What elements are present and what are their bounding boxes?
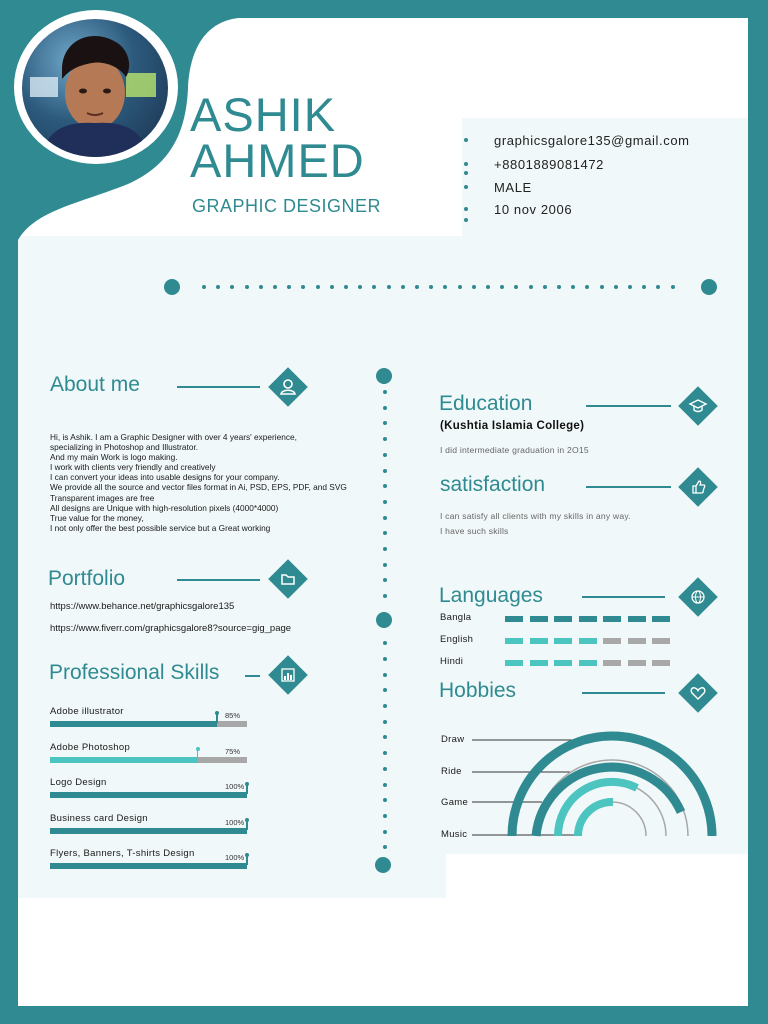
language-level-segment — [554, 616, 572, 622]
language-level-segment — [652, 660, 670, 666]
phone-text: +8801889081472 — [494, 157, 604, 172]
language-level-segment — [603, 660, 621, 666]
divider-dot — [259, 285, 263, 289]
language-level-segment — [652, 638, 670, 644]
divider-dot — [383, 406, 387, 410]
divider-dot — [486, 285, 490, 289]
divider-dot — [557, 285, 561, 289]
hobby-arc-music — [578, 802, 613, 836]
language-label: Hindi — [440, 656, 464, 667]
bullet-icon — [464, 162, 468, 166]
divider-dot — [383, 578, 387, 582]
language-level-segment — [628, 616, 646, 622]
divider-dot — [383, 453, 387, 457]
skill-label: Flyers, Banners, T-shirts Design — [50, 848, 195, 859]
language-level-segment — [505, 638, 523, 644]
education-heading: Education — [439, 392, 533, 415]
hobby-label-music: Music — [441, 829, 468, 840]
divider-dot — [600, 285, 604, 289]
divider-dot — [372, 285, 376, 289]
divider-dot — [383, 437, 387, 441]
divider-dot — [614, 285, 618, 289]
divider-dot — [383, 547, 387, 551]
job-title: GRAPHIC DESIGNER — [192, 196, 382, 216]
skill-marker-head — [245, 782, 249, 786]
divider-dot-middle — [376, 612, 392, 628]
divider-dot — [671, 285, 675, 289]
thumbs-up-icon — [684, 473, 712, 501]
divider-dot — [383, 798, 387, 802]
divider-dot — [273, 285, 277, 289]
bullet-icon — [464, 171, 468, 175]
language-label: English — [440, 634, 474, 645]
language-level-segment — [505, 660, 523, 666]
heading-rule — [177, 579, 260, 581]
divider-dot — [415, 285, 419, 289]
divider-dot — [344, 285, 348, 289]
heading-rule — [586, 486, 671, 488]
skills-heading: Professional Skills — [49, 661, 220, 684]
skill-row — [50, 813, 250, 843]
heading-rule — [245, 675, 260, 677]
frame-right — [748, 0, 768, 1024]
heart-icon — [684, 679, 712, 707]
skill-marker-head — [196, 747, 200, 751]
bar-chart-icon — [274, 661, 302, 689]
satisfaction-line-2: I have such skills — [440, 526, 509, 536]
language-level-segment — [579, 638, 597, 644]
divider-dot — [443, 285, 447, 289]
skills-list — [50, 706, 250, 876]
divider-dot — [383, 657, 387, 661]
globe-icon — [684, 583, 712, 611]
skill-track — [50, 863, 247, 869]
portfolio-heading: Portfolio — [48, 567, 126, 590]
bullet-icon — [464, 138, 468, 142]
divider-dot — [500, 285, 504, 289]
skill-marker-head — [245, 853, 249, 857]
folder-icon — [274, 565, 302, 593]
language-level-segment — [628, 638, 646, 644]
divider-dot — [543, 285, 547, 289]
language-level-segment — [505, 616, 523, 622]
skill-label: Business card Design — [50, 812, 148, 824]
language-level-segment — [530, 660, 548, 666]
divider-dot — [301, 285, 305, 289]
divider-dot — [383, 484, 387, 488]
divider-dot — [387, 285, 391, 289]
bullet-icon — [464, 218, 468, 222]
skill-label: Logo Design — [50, 777, 107, 788]
divider-dot — [383, 673, 387, 677]
language-label: Bangla — [440, 612, 472, 623]
divider-dot — [383, 516, 387, 520]
frame-left — [0, 0, 18, 1024]
language-level-segment — [530, 638, 548, 644]
vertical-divider — [375, 368, 393, 874]
education-detail: I did intermediate graduation in 2O15 — [440, 445, 589, 455]
skill-marker-head — [215, 711, 219, 715]
divider-dot — [383, 783, 387, 787]
skill-track — [50, 757, 247, 763]
skill-percent: 100% — [225, 853, 245, 862]
divider-dot — [529, 285, 533, 289]
divider-dot — [401, 285, 405, 289]
skill-track — [50, 792, 247, 798]
language-level-segment — [579, 616, 597, 622]
divider-dot — [585, 285, 589, 289]
divider-dot — [383, 390, 387, 394]
skill-row — [50, 848, 250, 878]
skill-row — [50, 706, 250, 736]
divider-dot — [383, 594, 387, 598]
divider-dot — [383, 845, 387, 849]
skill-fill — [50, 792, 247, 798]
gender-text: MALE — [494, 180, 532, 195]
divider-dot — [458, 285, 462, 289]
divider-dot — [330, 285, 334, 289]
divider-dot — [472, 285, 476, 289]
language-level-segment — [603, 616, 621, 622]
email-text: graphicsgalore135@gmail.com — [494, 133, 690, 148]
hobby-arc-game-track — [558, 782, 666, 836]
about-heading: About me — [50, 373, 140, 396]
divider-dot — [383, 751, 387, 755]
divider-dot — [216, 285, 220, 289]
divider-dot — [429, 285, 433, 289]
divider-dot — [383, 704, 387, 708]
language-level-segment — [628, 660, 646, 666]
divider-dot-bottom — [375, 857, 391, 873]
candidate-name: ASHIK AHMED — [190, 88, 365, 187]
language-level-segment — [603, 638, 621, 644]
hobbies-arc-chart — [470, 728, 726, 846]
skill-row — [50, 742, 250, 772]
horizontal-divider — [164, 278, 720, 296]
satisfaction-line-1: I can satisfy all clients with my skills in any way. — [440, 511, 631, 521]
divider-dot — [230, 285, 234, 289]
divider-dot — [383, 814, 387, 818]
heading-rule — [582, 692, 665, 694]
graduation-cap-icon — [684, 392, 712, 420]
skill-label: Adobe illustrator — [50, 706, 124, 717]
skill-percent: 75% — [225, 746, 241, 756]
divider-dot — [383, 469, 387, 473]
hobby-label-ride: Ride — [441, 766, 462, 777]
divider-dot — [383, 531, 387, 535]
language-level-segment — [554, 638, 572, 644]
divider-dot — [287, 285, 291, 289]
hobby-label-game: Game — [441, 797, 469, 808]
heading-rule — [586, 405, 671, 407]
behance-link[interactable]: https://www.behance.net/graphicsgalore135 — [50, 601, 235, 612]
education-school: (Kushtia Islamia College) — [440, 420, 585, 432]
languages-heading: Languages — [439, 584, 543, 607]
heading-rule — [177, 386, 260, 388]
divider-dot — [628, 285, 632, 289]
user-icon — [274, 373, 302, 401]
about-text: Hi, is Ashik. I am a Graphic Designer with over 4 years' experience, specializing in Photoshop and Illustrator. And my main Work is logo making. I work with clients very friendly and creatively I can convert your ideas into usable designs for your company. We provide all the source and vector files format in Ai, PSD, EPS, PDF, and SVG Transparent images are free All designs are Unique with high-resolution pixels (4000*4000) True value for the money, I not only offer the best possible service but a Great working — [50, 432, 347, 533]
divider-dot — [358, 285, 362, 289]
divider-dot-end — [701, 279, 717, 295]
skill-fill — [50, 721, 217, 727]
skill-row — [50, 777, 250, 807]
skill-fill — [50, 757, 198, 763]
hobbies-heading: Hobbies — [439, 679, 517, 702]
languages-list — [440, 612, 680, 672]
language-level-segment — [579, 660, 597, 666]
divider-dot — [245, 285, 249, 289]
divider-dot — [383, 830, 387, 834]
language-level-segment — [652, 616, 670, 622]
divider-dot — [316, 285, 320, 289]
divider-dots — [164, 278, 720, 296]
divider-dot — [383, 421, 387, 425]
language-level-segment — [554, 660, 572, 666]
skill-marker-head — [245, 818, 249, 822]
divider-dot — [383, 500, 387, 504]
frame-bottom — [0, 1006, 768, 1024]
bullet-icon — [464, 207, 468, 211]
divider-dot — [383, 735, 387, 739]
skill-percent: 100% — [225, 782, 245, 791]
bullet-icon — [464, 185, 468, 189]
skill-fill — [50, 863, 247, 869]
skill-label: Adobe Photoshop — [50, 741, 131, 753]
heading-rule — [582, 596, 665, 598]
divider-dot — [642, 285, 646, 289]
birthdate-text: 10 nov 2006 — [494, 202, 573, 217]
divider-dot — [383, 720, 387, 724]
divider-dot — [571, 285, 575, 289]
skill-percent: 100% — [225, 817, 245, 827]
divider-dot — [202, 285, 206, 289]
divider-dot — [383, 767, 387, 771]
divider-dot — [383, 641, 387, 645]
divider-dot — [383, 563, 387, 567]
satisfaction-heading: satisfaction — [440, 473, 546, 496]
divider-dot — [656, 285, 660, 289]
skill-track — [50, 828, 247, 834]
hobby-label-draw: Draw — [441, 734, 465, 745]
divider-dot — [514, 285, 518, 289]
fiverr-link[interactable]: https://www.fiverr.com/graphicsgalore8?source=gig_page — [50, 623, 292, 634]
skill-percent: 85% — [225, 711, 241, 720]
divider-dot — [383, 688, 387, 692]
language-level-segment — [530, 616, 548, 622]
profile-photo — [22, 19, 168, 157]
skill-fill — [50, 828, 247, 834]
